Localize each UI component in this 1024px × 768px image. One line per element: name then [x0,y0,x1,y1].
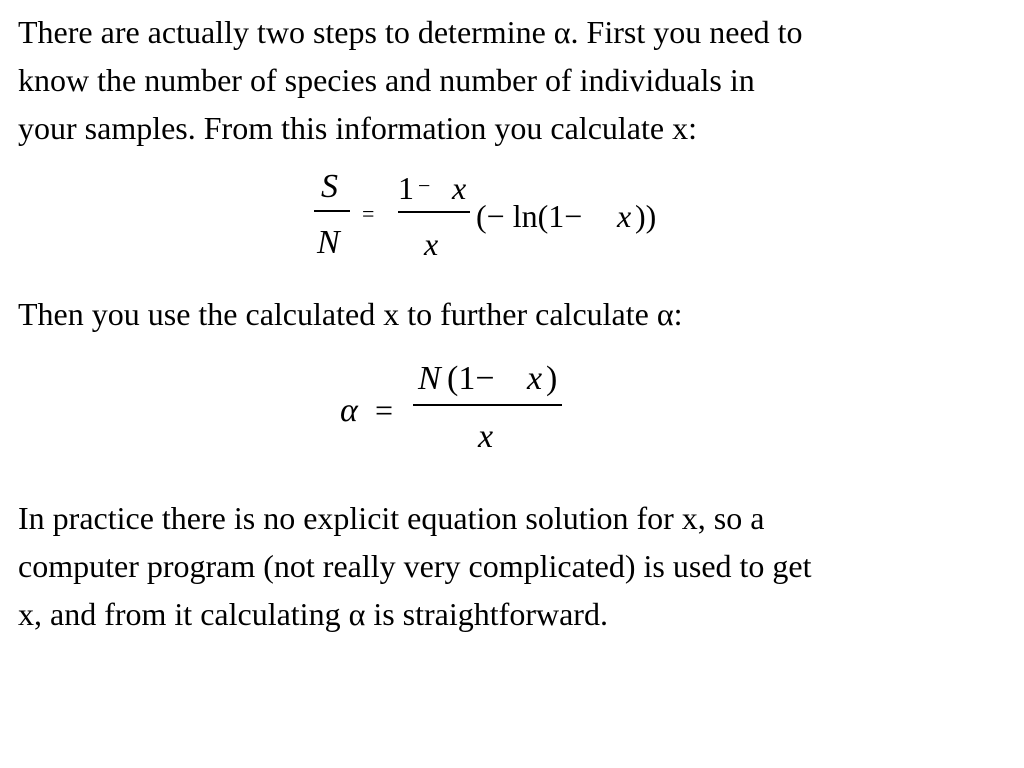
eq1-lhs-numerator: S [321,168,338,205]
middle-paragraph [18,290,1013,338]
eq1-lhs-denominator: N [317,224,340,261]
eq1-rhs-num-one: 1 [398,170,414,206]
eq1-log-prefix: (− ln(1− [476,198,591,234]
eq2-alpha: α [340,392,358,429]
conclusion-line-1: In practice there is no explicit equation solution for x, so a [18,500,765,536]
eq1-log-suffix: )) [635,198,657,234]
intro-line-1: There are actually two steps to determine α. First you need to [18,14,803,50]
conclusion-line-2: computer program (not really very complicated) is used to get [18,548,812,584]
eq2-num-N: N [418,360,441,397]
eq2-equals: = [375,392,394,428]
eq2-num-close: ) [546,360,558,397]
eq2-num-paren: (1− [447,360,503,397]
conclusion-paragraph [18,494,1013,638]
eq2-fraction-bar [413,404,562,406]
eq1-rhs-denominator: x [424,226,439,262]
eq1-rhs-fraction-bar [398,211,470,213]
intro-line-3: your samples. From this information you calculate x: [18,110,697,146]
eq2-denominator: x [478,418,494,455]
eq1-rhs-num-x: x [452,170,467,206]
intro-paragraph [18,8,1013,152]
eq1-lhs-fraction-bar [314,210,350,212]
eq1-rhs-num-minus: − [418,173,431,198]
eq1-log-x: x [617,198,632,234]
eq1-equals: = [362,201,375,226]
middle-line: Then you use the calculated x to further calculate α: [18,296,683,332]
intro-line-2: know the number of species and number of individuals in [18,62,755,98]
eq2-num-x: x [527,360,543,397]
conclusion-line-3: x, and from it calculating α is straightforward. [18,596,608,632]
